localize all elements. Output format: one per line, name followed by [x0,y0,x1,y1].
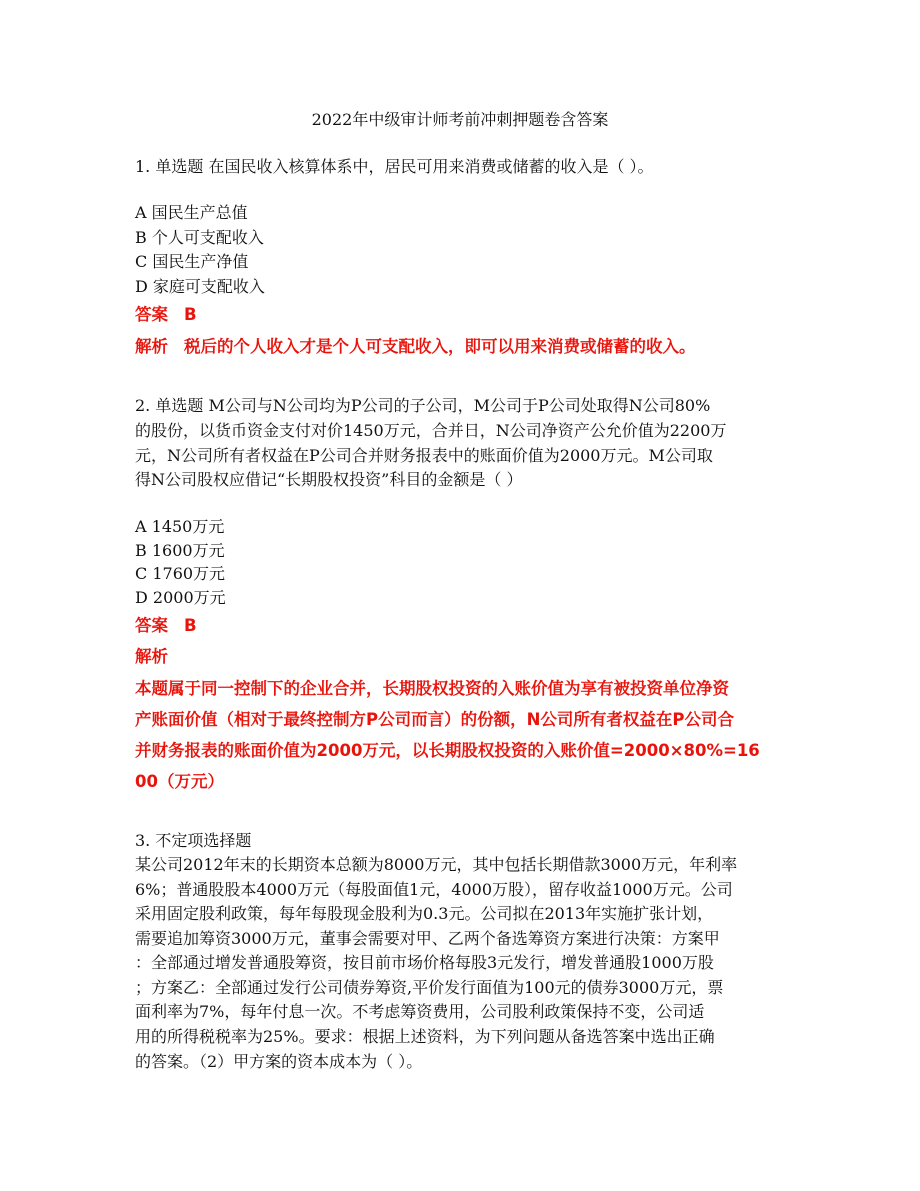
question-3-stem-line-5: 需要追加筹资3000万元，董事会需要对甲、乙两个备选筹资方案进行决策：方案甲 [135,929,720,948]
question-1-analysis [135,335,696,359]
question-2-option-c: C 1760万元 [135,564,226,583]
question-2-option-b: B 1600万元 [135,541,225,560]
analysis-label: 解析 [135,337,168,356]
answer-value: B [184,616,197,635]
question-1-answer [135,303,197,327]
question-2-answer [135,614,197,638]
question-2-option-a: A 1450万元 [135,517,225,536]
question-2-analysis-label: 解析 [135,647,168,666]
question-2-analysis-line-1: 本题属于同一控制下的企业合并，长期股权投资的入账价值为享有被投资单位净资 [135,679,729,698]
question-3-stem-line-6: ：全部通过增发普通股筹资，按目前市场价格每股3元发行，增发普通股1000万股 [135,953,714,972]
document-title: 2022年中级审计师考前冲刺押题卷含答案 [311,110,609,129]
question-2-analysis-line-3: 并财务报表的账面价值为2000万元，以长期股权投资的入账价值=2000×80%=16 [135,741,760,760]
question-2-analysis-line-4: 00（万元） [135,772,224,791]
question-1-stem: 1. 单选题 在国民收入核算体系中，居民可用来消费或储蓄的收入是（ ）。 [135,157,654,176]
question-2-stem-line-4: 得N公司股权应借记“长期股权投资”科目的金额是（ ） [135,470,523,489]
question-3-stem-line-3: 6%；普通股股本4000万元（每股面值1元，4000万股），留存收益1000万元。公司 [135,880,733,899]
analysis-text: 税后的个人收入才是个人可支配收入，即可以用来消费或储蓄的收入。 [184,337,696,356]
answer-value: B [184,305,197,324]
question-1-option-c: C 国民生产净值 [135,252,249,271]
question-3-stem-line-9: 用的所得税税率为25%。要求：根据上述资料，为下列问题从备选答案中选出正确 [135,1027,715,1046]
question-2-stem-line-1: 2. 单选题 M公司与N公司均为P公司的子公司，M公司于P公司处取得N公司80% [135,396,711,415]
answer-label: 答案 [135,305,168,324]
question-1-option-a: A 国民生产总值 [135,203,248,222]
question-3-stem-line-8: 面利率为7%，每年付息一次。不考虑筹资费用，公司股利政策保持不变，公司适 [135,1002,705,1021]
question-1-option-d: D 家庭可支配收入 [135,277,265,296]
question-3-stem-line-10: 的答案。（2）甲方案的资本成本为（ ）。 [135,1052,423,1071]
question-2-stem-line-3: 元，N公司所有者权益在P公司合并财务报表中的账面价值为2000万元。M公司取 [135,446,713,465]
question-3-stem-line-7: ；方案乙：全部通过发行公司债券筹资,平价发行面值为100元的债券3000万元，票 [135,978,724,997]
question-3-stem-line-1: 3. 不定项选择题 [135,831,252,850]
question-3-stem-line-4: 采用固定股利政策，每年每股现金股利为0.3元。公司拟在2013年实施扩张计划， [135,904,714,923]
question-2-stem-line-2: 的股份，以货币资金支付对价1450万元，合并日，N公司净资产公允价值为2200万 [135,421,727,440]
question-3-stem-line-2: 某公司2012年末的长期资本总额为8000万元，其中包括长期借款3000万元，年利率 [135,855,738,874]
question-1-option-b: B 个人可支配收入 [135,228,264,247]
question-2-option-d: D 2000万元 [135,588,226,607]
question-2-analysis-line-2: 产账面价值（相对于最终控制方P公司而言）的份额，N公司所有者权益在P公司合 [135,710,734,729]
answer-label: 答案 [135,616,168,635]
